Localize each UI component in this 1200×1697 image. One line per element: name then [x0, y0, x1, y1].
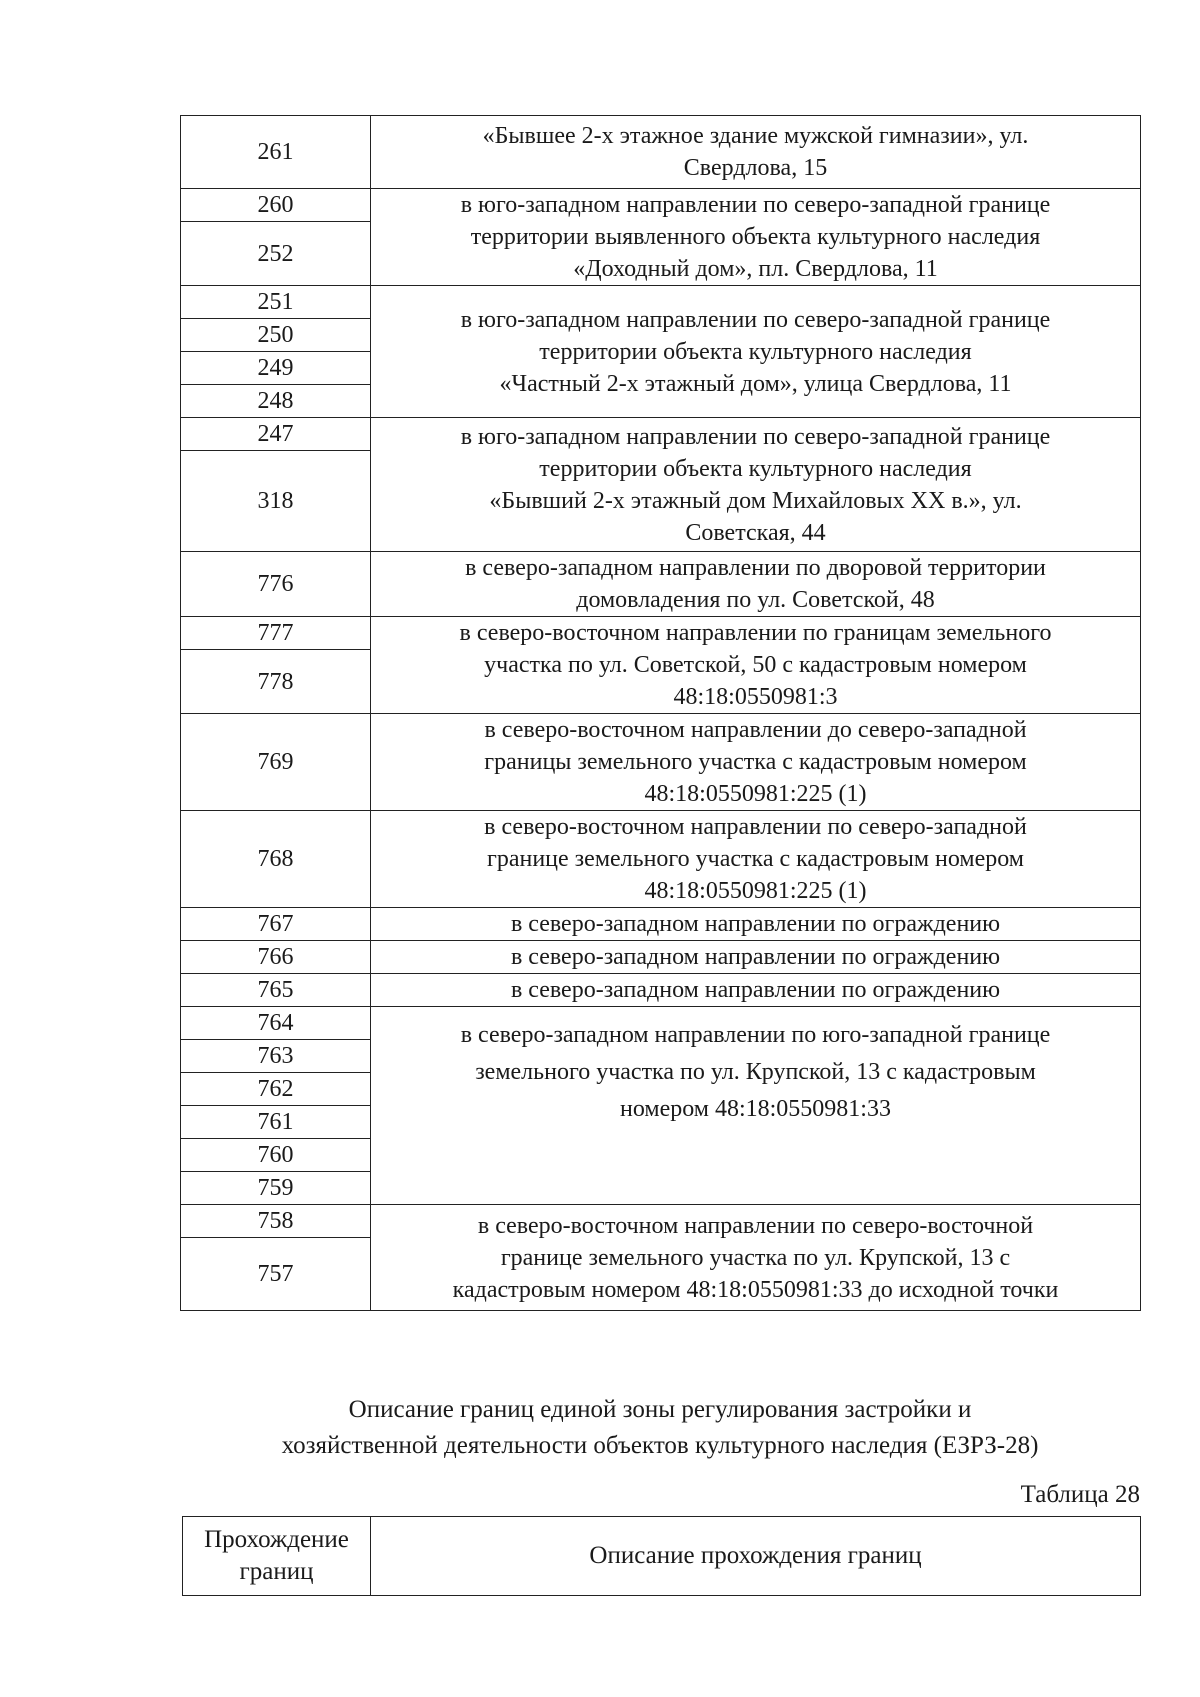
- point-number-cell: 762: [181, 1073, 371, 1106]
- table-row: [181, 908, 1141, 941]
- point-number-cell: 776: [181, 552, 371, 617]
- description-line: в северо-западном направлении по ограждению: [510, 911, 1001, 937]
- description-line: домовладения по ул. Советской, 48: [576, 587, 935, 613]
- point-number-cell: 769: [181, 714, 371, 811]
- description-cell: [371, 811, 1141, 908]
- description-line: кадастровым номером 48:18:0550981:33 до исходной точки: [452, 1276, 1059, 1303]
- description-cell: [371, 116, 1141, 189]
- table-28-header: [182, 1516, 1141, 1596]
- table-row: [181, 617, 1141, 650]
- point-number-cell: 778: [181, 650, 371, 714]
- description-cell: [371, 418, 1141, 552]
- description-line: 48:18:0550981:3: [673, 684, 838, 710]
- description-line: в северо-восточном направлении до северо-западной: [484, 717, 1027, 743]
- point-number-cell: 758: [181, 1205, 371, 1238]
- description-line: Советская, 44: [685, 519, 826, 546]
- boundary-table: [180, 115, 1141, 1311]
- description-line: границы земельного участка с кадастровым номером: [484, 749, 1027, 775]
- description-line: в юго-западном направлении по северо-западной границе: [460, 423, 1051, 450]
- section-heading: [180, 1392, 1140, 1464]
- description-line: в северо-западном направлении по ограждению: [510, 944, 1001, 970]
- point-number-cell: 765: [181, 974, 371, 1007]
- point-number-cell: 250: [181, 319, 371, 352]
- description-line: границе земельного участка по ул. Крупской, 13 с: [500, 1244, 1011, 1271]
- description-line: в северо-западном направлении по дворовой территории: [465, 555, 1046, 581]
- point-number-cell: 766: [181, 941, 371, 974]
- description-line: земельного участка по ул. Крупской, 13 с кадастровым: [475, 1059, 1036, 1085]
- description-line: в северо-восточном направлении по северо-восточной: [477, 1212, 1034, 1239]
- description-line: территории объекта культурного наследия: [539, 338, 972, 365]
- description-line: Свердлова, 15: [683, 155, 828, 181]
- point-number-cell: 777: [181, 617, 371, 650]
- heading-line-1: Описание границ единой зоны регулирования застройки и: [348, 1396, 972, 1423]
- header-row: [183, 1517, 1141, 1596]
- description-line: в юго-западном направлении по северо-западной границе: [460, 192, 1051, 218]
- point-number-cell: 760: [181, 1139, 371, 1172]
- description-line: «Бывшее 2-х этажное здание мужской гимназии», ул.: [482, 123, 1029, 149]
- table-row: [181, 552, 1141, 617]
- table-row: [181, 974, 1141, 1007]
- point-number-cell: 251: [181, 286, 371, 319]
- boundary-table-body: [181, 116, 1141, 1311]
- table-row: [181, 941, 1141, 974]
- description-line: в северо-западном направлении по юго-западной границе: [460, 1022, 1051, 1048]
- table-row: [181, 116, 1141, 189]
- description-cell: [371, 189, 1141, 286]
- point-number-cell: 249: [181, 352, 371, 385]
- description-cell: [371, 1205, 1141, 1311]
- point-number-cell: 761: [181, 1106, 371, 1139]
- table-row: [181, 189, 1141, 222]
- description-line: территории выявленного объекта культурного наследия: [470, 224, 1041, 250]
- table-row: [181, 1205, 1141, 1238]
- description-cell: [371, 714, 1141, 811]
- table-row: [181, 286, 1141, 319]
- description-cell: [371, 552, 1141, 617]
- description-line: в юго-западном направлении по северо-западной границе: [460, 306, 1051, 333]
- header-col-description: Описание прохождения границ: [371, 1517, 1141, 1596]
- header-col-points-line-2: границ: [239, 1558, 314, 1585]
- description-cell: [371, 974, 1141, 1007]
- description-cell: [371, 908, 1141, 941]
- description-cell: [371, 1007, 1141, 1205]
- description-cell: [371, 617, 1141, 714]
- description-line: территории объекта культурного наследия: [539, 455, 972, 482]
- point-number-cell: 767: [181, 908, 371, 941]
- description-cell: [371, 286, 1141, 418]
- table-row: [181, 714, 1141, 811]
- description-line: номером 48:18:0550981:33: [620, 1096, 891, 1122]
- heading-line-2: хозяйственной деятельности объектов культурного наследия (ЕЗРЗ-28): [281, 1432, 1039, 1459]
- point-number-cell: 252: [181, 222, 371, 286]
- description-line: 48:18:0550981:225 (1): [644, 878, 867, 904]
- description-line: в северо-западном направлении по ограждению: [510, 977, 1001, 1003]
- description-line: границе земельного участка с кадастровым номером: [487, 846, 1024, 872]
- point-number-cell: 757: [181, 1238, 371, 1311]
- point-number-cell: 764: [181, 1007, 371, 1040]
- point-number-cell: 768: [181, 811, 371, 908]
- table-row: [181, 811, 1141, 908]
- description-line: в северо-восточном направлении по северо-западной: [484, 814, 1027, 840]
- table-row: [181, 1007, 1141, 1040]
- table-number: Таблица 28: [1020, 1481, 1140, 1508]
- point-number-cell: 261: [181, 116, 371, 189]
- description-line: «Частный 2-х этажный дом», улица Свердлова, 11: [499, 370, 1012, 397]
- point-number-cell: 247: [181, 418, 371, 451]
- description-cell: [371, 941, 1141, 974]
- point-number-cell: 248: [181, 385, 371, 418]
- header-col-points: [183, 1517, 371, 1596]
- point-number-cell: 318: [181, 451, 371, 552]
- description-line: «Бывший 2-х этажный дом Михайловых XX в.», ул.: [489, 487, 1022, 514]
- point-number-cell: 763: [181, 1040, 371, 1073]
- description-line: 48:18:0550981:225 (1): [644, 781, 867, 807]
- header-col-points-line-1: Прохождение: [204, 1526, 349, 1553]
- table-row: [181, 418, 1141, 451]
- description-line: «Доходный дом», пл. Свердлова, 11: [573, 256, 938, 282]
- point-number-cell: 260: [181, 189, 371, 222]
- point-number-cell: 759: [181, 1172, 371, 1205]
- description-line: участка по ул. Советской, 50 с кадастровым номером: [484, 652, 1027, 678]
- description-line: в северо-восточном направлении по границам земельного: [459, 620, 1052, 646]
